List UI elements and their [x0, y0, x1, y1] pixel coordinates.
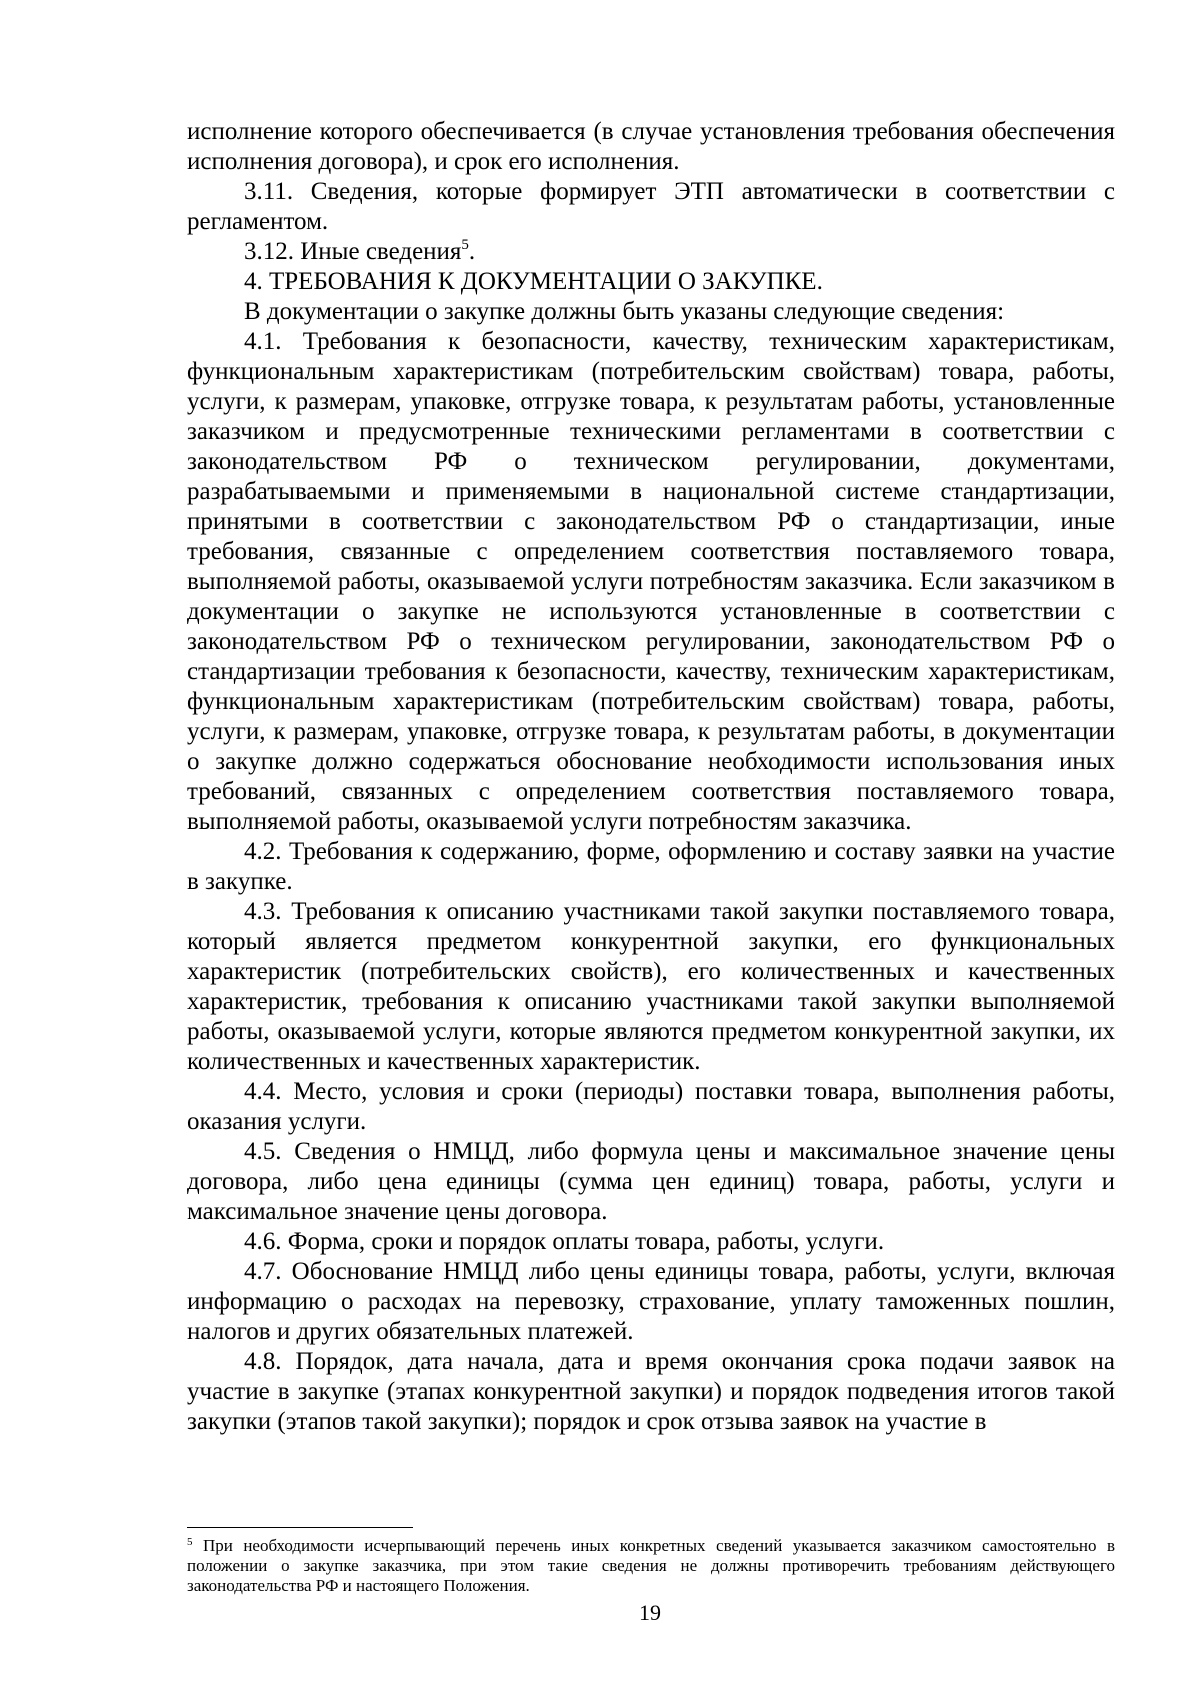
document-body — [187, 117, 1115, 1437]
footnote-reference[interactable]: 5 — [461, 237, 469, 253]
footnote — [187, 1536, 1115, 1596]
paragraph-section-4-intro: В документации о закупке должны быть указаны следующие сведения: — [244, 298, 1005, 325]
paragraph-4-2: 4.2. Требования к содержанию, форме, оформлению и составу заявки на участие в закупке. — [187, 838, 1115, 895]
paragraph-4-6: 4.6. Форма, сроки и порядок оплаты товара, работы, услуги. — [244, 1228, 885, 1255]
footnote-marker: 5 — [187, 1536, 193, 1548]
paragraph-4-3: 4.3. Требования к описанию участниками такой закупки поставляемого товара, который является предметом конкурентной закупки, его функциональных характеристик (потребительских свойств), его количественных и качественных характеристик, требования к описанию участниками такой закупки выполняемой работы, оказываемой услуги, которые являются предметом конкурентной закупки, их количественных и качественных характеристик. — [187, 898, 1115, 1075]
paragraph-4-1: 4.1. Требования к безопасности, качеству, техническим характеристикам, функциональным характеристикам (потребительским свойствам) товара, работы, услуги, к размерам, упаковке, отгрузке товара, к результатам работы, установленные заказчиком и предусмотренные техническими регламентами в соответствии с законодательством РФ о техническом регулировании, документами, разрабатываемыми и применяемыми в национальной системе стандартизации, принятыми в соответствии с законодательством РФ о стандартизации, иные требования, связанные с определением соответствия поставляемого товара, выполняемой работы, оказываемой услуги потребностям заказчика. Если заказчиком в документации о закупке не используются установленные в соответствии с законодательством РФ о техническом регулировании, законодательством РФ о стандартизации требования к безопасности, качеству, техническим характеристикам, функциональным характеристикам (потребительским свойствам) товара, работы, услуги, к размерам, упаковке, отгрузке товара, к результатам работы, в документации о закупке должно содержаться обоснование необходимости использования иных требований, связанных с определением соответствия поставляемого товара, выполняемой работы, оказываемой услуги потребностям заказчика. — [187, 328, 1115, 835]
section-4-heading: 4. ТРЕБОВАНИЯ К ДОКУМЕНТАЦИИ О ЗАКУПКЕ. — [244, 268, 823, 295]
paragraph-4-7: 4.7. Обоснование НМЦД либо цены единицы товара, работы, услуги, включая информацию о расходах на перевозку, страхование, уплату таможенных пошлин, налогов и других обязательных платежей. — [187, 1258, 1115, 1345]
paragraph-4-5: 4.5. Сведения о НМЦД, либо формула цены и максимальное значение цены договора, либо цена единицы (сумма цен единиц) товара, работы, услуги и максимальное значение цены договора. — [187, 1138, 1115, 1225]
paragraph-3-11: 3.11. Сведения, которые формирует ЭТП автоматически в соответствии с регламентом. — [187, 178, 1115, 235]
footnote-text: При необходимости исчерпывающий перечень иных конкретных сведений указывается заказчиком самостоятельно в положении о закупке заказчика, при этом такие сведения не должны противоречить требованиям действующего законодательства РФ и настоящего Положения. — [187, 1536, 1115, 1595]
footnote-separator — [187, 1527, 413, 1528]
paragraph-3-12-period: . — [468, 238, 476, 265]
paragraph-3-12 — [187, 237, 1115, 267]
paragraph-4-4: 4.4. Место, условия и сроки (периоды) поставки товара, выполнения работы, оказания услуги. — [187, 1078, 1115, 1135]
page-number: 19 — [639, 1600, 661, 1625]
paragraph-continuation: исполнение которого обеспечивается (в случае установления требования обеспечения исполнения договора), и срок его исполнения. — [187, 118, 1115, 175]
paragraph-4-8: 4.8. Порядок, дата начала, дата и время окончания срока подачи заявок на участие в закупке (этапах конкурентной закупки) и порядок подведения итогов такой закупки (этапов такой закупки); порядок и срок отзыва заявок на участие в — [187, 1348, 1115, 1435]
paragraph-3-12-text: 3.12. Иные сведения — [244, 238, 462, 265]
